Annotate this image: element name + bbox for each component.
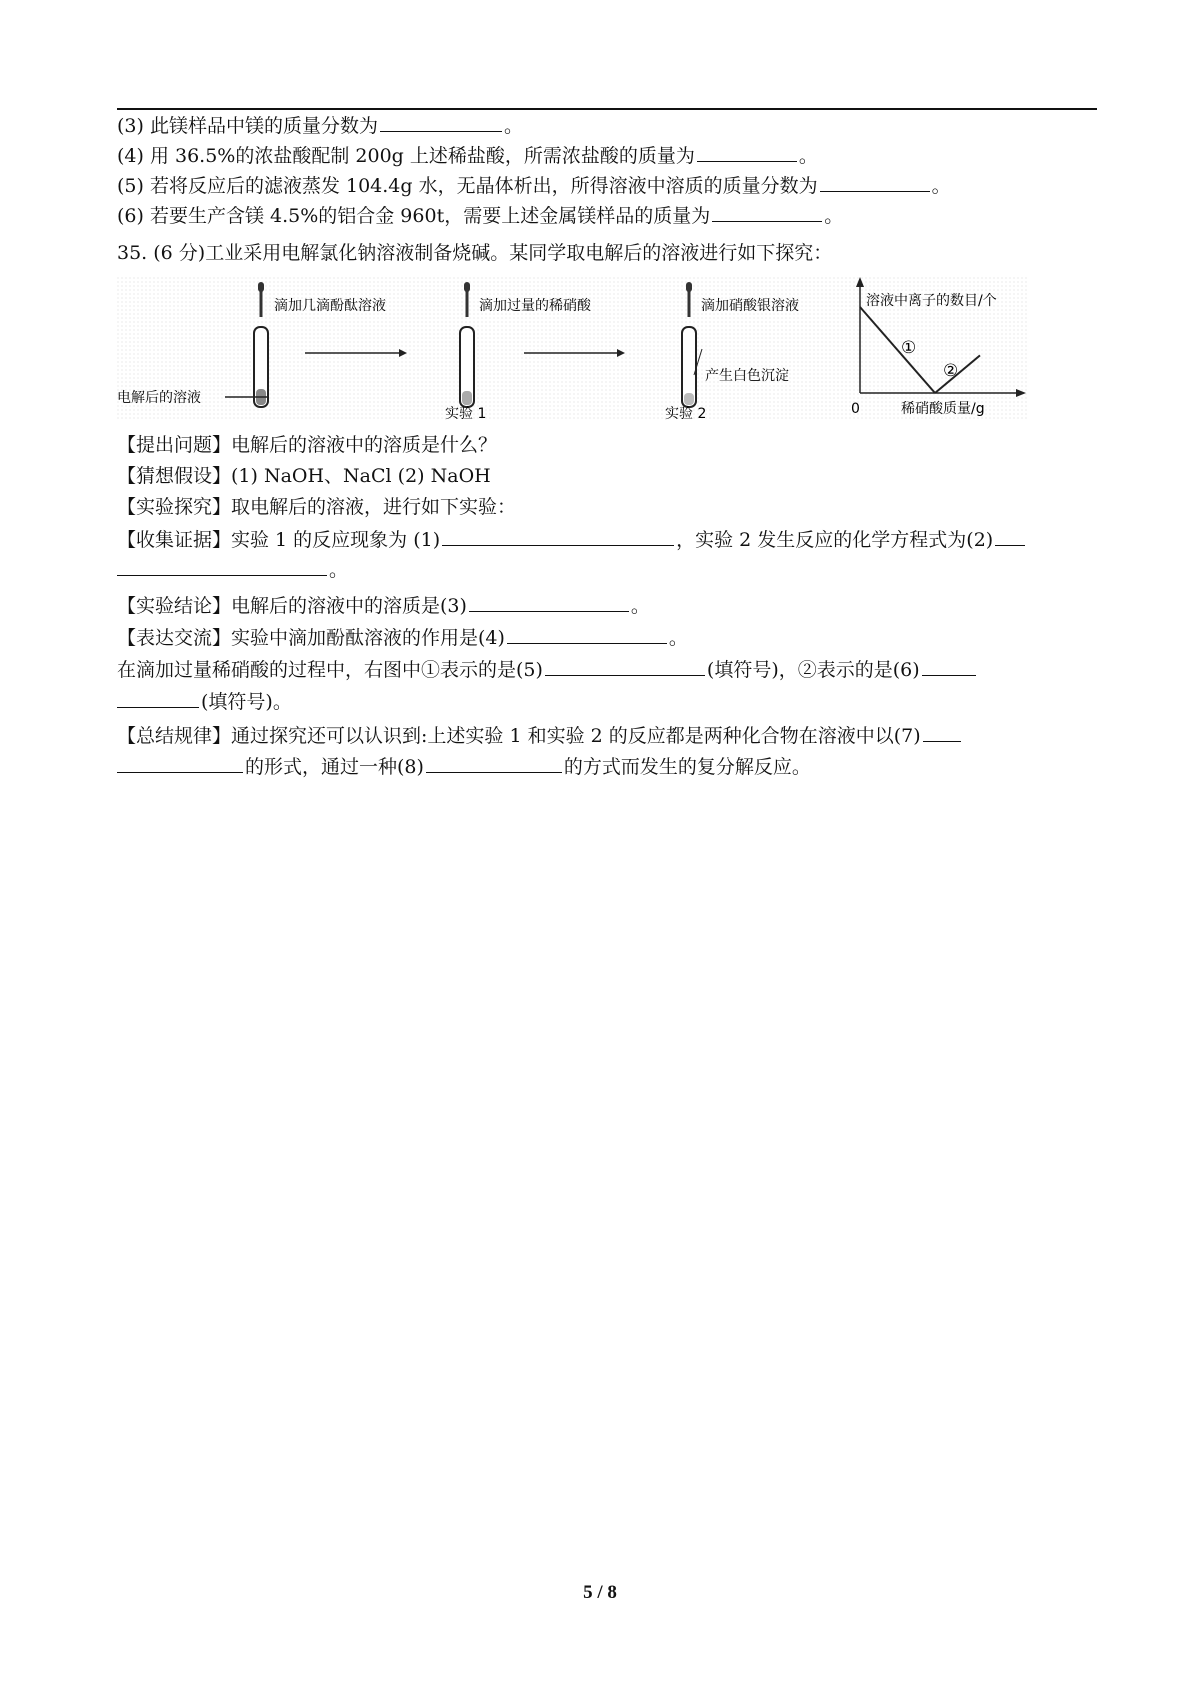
section-process: 在滴加过量稀硝酸的过程中，右图中①表示的是(5) (填符号)，②表示的是(6) <box>117 656 978 683</box>
section-evidence-cont: 。 <box>117 556 348 583</box>
section-explore: 【实验探究】取电解后的溶液，进行如下实验： <box>117 496 517 518</box>
section-summary: 【总结规律】通过探究还可以认识到:上述实验 1 和实验 2 的反应都是两种化合物在溶液中以(7) <box>117 722 963 749</box>
tube1-label: 电解后的溶液 <box>117 390 201 406</box>
section-evidence: 【收集证据】实验 1 的反应现象为 (1) ，实验 2 发生反应的化学方程式为(2) <box>117 526 1027 553</box>
q34-item-4-text: (4) 用 36.5%的浓盐酸配制 200g 上述稀盐酸，所需浓盐酸的质量为 <box>117 145 695 167</box>
curve-2-label: ② <box>943 361 959 381</box>
drop2-label: 滴加过量的稀硝酸 <box>479 298 591 314</box>
exp2-label: 实验 2 <box>665 406 707 420</box>
drop3-label: 滴加硝酸银溶液 <box>701 298 799 314</box>
q34-item-6-text: (6) 若要生产含镁 4.5%的铝合金 960t，需要上述金属镁样品的质量为 <box>117 205 711 227</box>
precipitate-label: 产生白色沉淀 <box>705 368 789 384</box>
q34-item-5: (5) 若将反应后的滤液蒸发 104.4g 水，无晶体析出，所得溶液中溶质的质量分数为 。 <box>117 172 951 199</box>
answer-blank[interactable] <box>117 556 327 576</box>
section-problem: 【提出问题】电解后的溶液中的溶质是什么？ <box>117 434 498 456</box>
section-summary-cont: 的形式，通过一种(8) 的方式而发生的复分解反应。 <box>117 753 811 780</box>
graph-origin: 0 <box>851 401 860 417</box>
exp1-label: 实验 1 <box>445 406 487 420</box>
answer-blank[interactable] <box>507 624 667 644</box>
q34-item-5-text: (5) 若将反应后的滤液蒸发 104.4g 水，无晶体析出，所得溶液中溶质的质量分数为 <box>117 175 818 197</box>
experiment-figure <box>117 277 1029 420</box>
section-process-cont: (填符号)。 <box>117 688 292 715</box>
answer-blank[interactable] <box>545 656 705 676</box>
section-hypothesis: 【猜想假设】(1) NaOH、NaCl (2) NaOH <box>117 465 491 487</box>
graph-ylabel: 溶液中离子的数目/个 <box>866 293 997 309</box>
answer-blank[interactable] <box>442 526 674 546</box>
q35-intro: 35. (6 分)工业采用电解氯化钠溶液制备烧碱。某同学取电解后的溶液进行如下探究： <box>117 242 833 264</box>
graph-xlabel: 稀硝酸质量/g <box>901 401 985 417</box>
curve-1-label: ① <box>901 338 917 358</box>
answer-blank[interactable] <box>380 112 502 132</box>
q34-item-4: (4) 用 36.5%的浓盐酸配制 200g 上述稀盐酸，所需浓盐酸的质量为 。 <box>117 142 818 169</box>
q34-item-3-text: (3) 此镁样品中镁的质量分数为 <box>117 115 378 137</box>
page-number: 5 / 8 <box>583 1582 617 1603</box>
answer-blank[interactable] <box>117 688 199 708</box>
answer-blank[interactable] <box>697 142 797 162</box>
top-rule <box>117 108 1097 110</box>
answer-blank[interactable] <box>820 172 930 192</box>
section-exchange: 【表达交流】实验中滴加酚酞溶液的作用是(4) 。 <box>117 624 688 651</box>
answer-blank[interactable] <box>469 592 629 612</box>
drop1-label: 滴加几滴酚酞溶液 <box>274 298 386 314</box>
q34-item-6: (6) 若要生产含镁 4.5%的铝合金 960t，需要上述金属镁样品的质量为 。 <box>117 202 843 229</box>
answer-blank[interactable] <box>426 753 562 773</box>
answer-blank[interactable] <box>995 526 1025 546</box>
answer-blank[interactable] <box>712 202 822 222</box>
answer-blank[interactable] <box>922 656 976 676</box>
q34-item-3: (3) 此镁样品中镁的质量分数为 。 <box>117 112 523 139</box>
answer-blank[interactable] <box>117 753 243 773</box>
answer-blank[interactable] <box>923 722 961 742</box>
section-conclusion: 【实验结论】电解后的溶液中的溶质是(3) 。 <box>117 592 650 619</box>
